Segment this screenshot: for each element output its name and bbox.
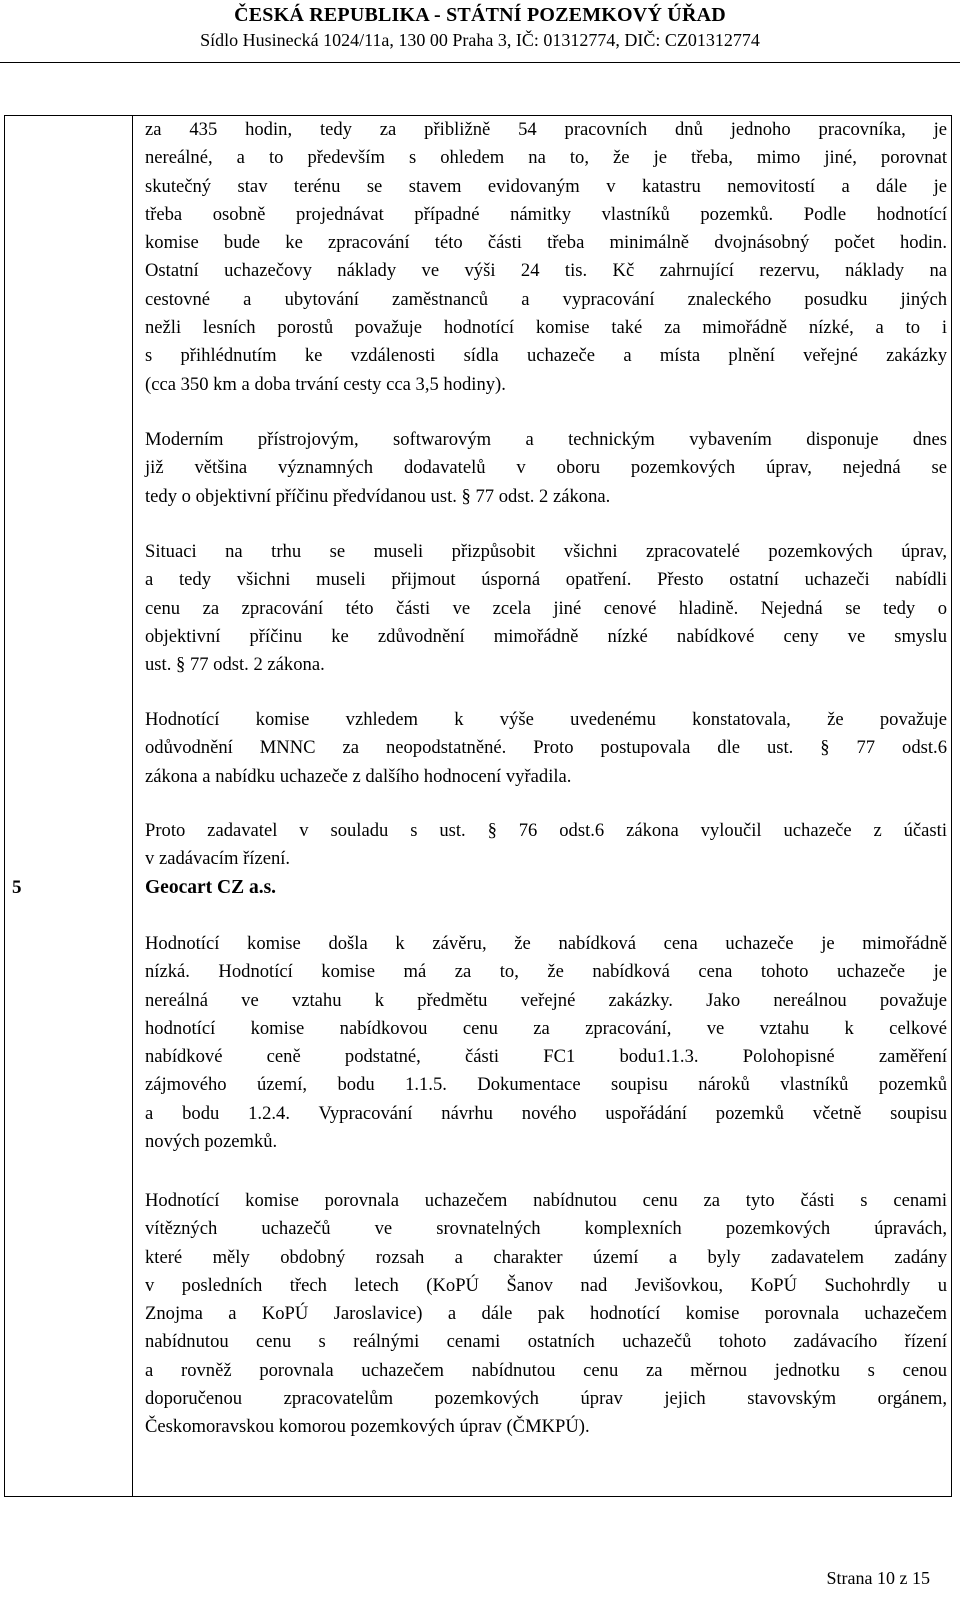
header-address: Sídlo Husinecká 1024/11a, 130 00 Praha 3, IČ: 01312774, DIČ: CZ01312774	[200, 30, 760, 50]
text-line: a rovněž porovnala uchazečem nabídnutou cenu za měrnou jednotku s cenou	[145, 1359, 947, 1381]
text-line: v posledních třech letech (KoPÚ Šanov nad Jevišovkou, KoPÚ Suchohrdly u	[145, 1274, 947, 1296]
text-line: které měly obdobný rozsah a charakter území a byly zadavatelem zadány	[145, 1246, 947, 1268]
text-line: Hodnotící komise došla k závěru, že nabídková cena uchazeče je mimořádně	[145, 933, 947, 954]
text-line: hodnotící komise nabídkovou cenu za zpracování, ve vztahu k celkové	[145, 1017, 947, 1039]
text-line: skutečný stav terénu se stavem evidovaným v katastru nemovitostí a dále je	[145, 175, 947, 197]
text-line: Českomoravskou komorou pozemkových úprav (ČMKPÚ).	[145, 1416, 590, 1438]
text-line: Hodnotící komise vzhledem k výše uvedenému konstatovala, že považuje	[145, 709, 947, 730]
text-line: cenu za zpracování této části ve zcela jiné cenové hladině. Nejedná se tedy o	[145, 597, 947, 619]
text-line: vítězných uchazečů ve srovnatelných komplexních pozemkových úpravách,	[145, 1218, 947, 1240]
text-line: objektivní příčinu ke zdůvodnění mimořádně nízké nabídkové ceny ve smyslu	[145, 625, 947, 647]
text-line: nabídkové ceně podstatné, části FC1 bodu1.1.3. Polohopisné zaměření	[145, 1046, 947, 1068]
text-line: Ostatní uchazečovy náklady ve výši 24 tis. Kč zahrnující rezervu, náklady na	[145, 260, 947, 282]
text-line: zájmového území, bodu 1.1.5. Dokumentace soupisu nároků vlastníků pozemků	[145, 1074, 947, 1096]
text-line: doporučenou zpracovatelům pozemkových úprav jejich stavovským orgánem,	[145, 1388, 947, 1410]
paragraph-5	[145, 817, 947, 874]
page-number: Strana 10 z 15	[826, 1568, 930, 1588]
text-line: nových pozemků.	[145, 1131, 278, 1153]
paragraph-3	[145, 538, 947, 679]
text-line: Proto zadavatel v souladu s ust. § 76 odst.6 zákona vyloučil uchazeče z účasti	[145, 820, 947, 841]
text-line: třeba osobně projednávat případné námitky vlastníků pozemků. Podle hodnotící	[145, 203, 947, 225]
text-line: komise bude ke zpracování této části třeba minimálně dvojnásobný počet hodin.	[145, 232, 947, 254]
text-line: cestovné a ubytování zaměstnanců a vypracování znaleckého posudku jiných	[145, 288, 947, 310]
text-line: odůvodnění MNNC za neopodstatněné. Proto postupovala dle ust. § 77 odst.6	[145, 737, 947, 759]
section-number: 5	[12, 877, 22, 898]
header-rule	[0, 62, 960, 63]
text-line: nereálné, a to především s ohledem na to, že je třeba, mimo jiné, porovnat	[145, 147, 947, 169]
text-line: Moderním přístrojovým, softwarovým a technickým vybavením disponuje dnes	[145, 429, 947, 450]
text-line: zákona a nabídku uchazeče z dalšího hodnocení vyřadila.	[145, 765, 572, 787]
text-line: ust. § 77 odst. 2 zákona.	[145, 654, 325, 676]
text-line: Hodnotící komise porovnala uchazečem nabídnutou cenu za tyto části s cenami	[145, 1190, 947, 1211]
text-line: (cca 350 km a doba trvání cesty cca 3,5 hodiny).	[145, 373, 506, 395]
paragraph-2	[145, 426, 947, 511]
text-line: Situaci na trhu se museli přizpůsobit všichni zpracovatelé pozemkových úprav,	[145, 541, 947, 562]
paragraph-6	[145, 930, 947, 1156]
text-line: tedy o objektivní příčinu předvídanou ust. § 77 odst. 2 zákona.	[145, 485, 611, 507]
text-line: nereálná ve vztahu k předmětu veřejné zakázky. Jako nereálnou považuje	[145, 989, 947, 1011]
text-line: v zadávacím řízení.	[145, 848, 291, 870]
paragraph-1	[145, 116, 947, 399]
text-line: s přihlédnutím ke vzdálenosti sídla uchazeče a místa plnění veřejné zakázky	[145, 345, 947, 367]
text-line: již většina významných dodavatelů v oboru pozemkových úprav, nejedná se	[145, 457, 947, 479]
text-line: nežli lesních porostů považuje hodnotící komise také za mimořádně nízké, a to i	[145, 317, 947, 339]
text-line: nízká. Hodnotící komise má za to, že nabídková cena tohoto uchazeče je	[145, 961, 947, 983]
text-line: a tedy všichni museli přijmout úsporná opatření. Přesto ostatní uchazeči nabídli	[145, 569, 947, 591]
table-column-divider	[132, 115, 133, 1497]
header-title: ČESKÁ REPUBLIKA - STÁTNÍ POZEMKOVÝ ÚŘAD	[234, 4, 726, 26]
paragraph-7	[145, 1187, 947, 1442]
section-title: Geocart CZ a.s.	[145, 877, 277, 898]
text-line: za 435 hodin, tedy za přibližně 54 pracovních dnů jednoho pracovníka, je	[145, 119, 947, 140]
text-line: a bodu 1.2.4. Vypracování návrhu nového uspořádání pozemků včetně soupisu	[145, 1102, 947, 1124]
paragraph-4	[145, 706, 947, 791]
text-line: nabídnutou cenu s reálnými cenami ostatních uchazečů tohoto zadávacího řízení	[145, 1331, 947, 1353]
text-line: Znojma a KoPÚ Jaroslavice) a dále pak hodnotící komise porovnala uchazečem	[145, 1303, 947, 1325]
